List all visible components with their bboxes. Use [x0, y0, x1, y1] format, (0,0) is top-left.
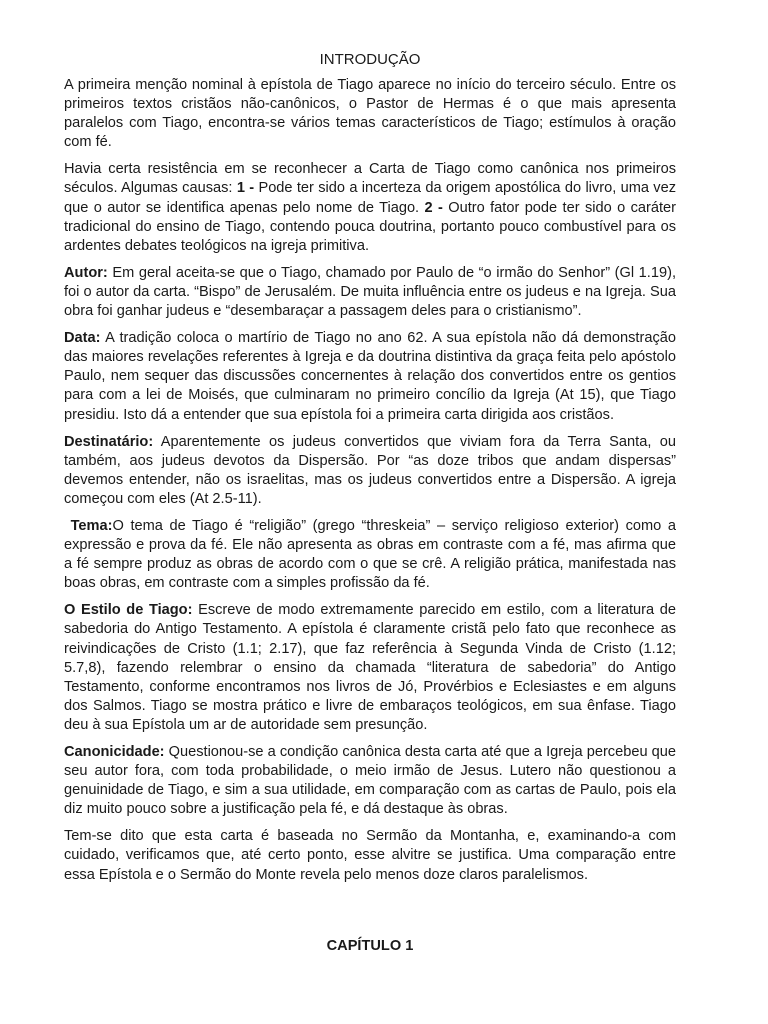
section-label: Destinatário:: [64, 433, 154, 450]
chapter-heading: CAPÍTULO 1: [326, 938, 414, 954]
section-data: [64, 329, 676, 424]
section-label: O Estilo de Tiago:: [64, 602, 193, 619]
section-label: Autor:: [64, 264, 108, 281]
section-canonicidade: [64, 743, 676, 819]
intro-text-a: Havia certa resistência em se reconhecer a Carta de Tiago como canônica nos primeiros séculos. Algumas causas:: [64, 161, 676, 197]
section-label: Canonicidade:: [64, 744, 165, 760]
section-text: Aparentemente os judeus convertidos que viviam fora da Terra Santa, ou também, aos judeus devotos da Dispersão. Por “as doze tribos que andam dispersas” devemos entender, não os israelitas, mas os judeus convertidos entre a Dispersão. A igreja começou com eles (At 2.5-11).: [64, 433, 676, 507]
section-autor: [64, 264, 676, 321]
section-text: Escreve de modo extremamente parecido em estilo, com a literatura de sabedoria do Antigo Testamento. A epístola é claramente cristã pelo fato que reconhece as reivindicações de Cristo (1.1; 2.17), que faz referência à Segunda Vinda de Cristo (1.12; 5.7,8), fazendo relembrar o ensino da chamada “literatura de sabedoria” do Antigo Testamento, conforme encontramos nos livros de Jó, Provérbios e Eclesiastes e em alguns dos Salmos. Tiago se mostra prático e livre de embaraços teológicos, em sua ênfase. Tiago deu à sua Epístola um ar de autoridade sem presunção.: [64, 602, 676, 733]
section-destinatario: [64, 433, 676, 509]
section-text: A tradição coloca o martírio de Tiago no ano 62. A sua epístola não dá demonstração das maiores revelações referentes à Igreja e da doutrina distintiva da graça feita pelo apóstolo Paulo, nem sequer das discussões concernentes à relação dos convertidos entre os gentios para com a lei de Moisés, que culminaram no primeiro concílio da Igreja (At 15), que Tiago presidiu. Isto dá a entender que sua epístola foi a primeira carta dirigida aos cristãos.: [64, 330, 676, 423]
section-tema: [64, 517, 676, 593]
document-page: [64, 50, 677, 954]
closing-paragraph: Tem-se dito que esta carta é baseada no Sermão da Montanha, e, examinando-a com cuidado, verificamos que, até certo ponto, esse alvitre se justifica. Uma comparação entre essa Epístola e o Sermão do Monte revela pelo menos doze claros paralelismos.: [64, 828, 676, 883]
intro-paragraph-2: [64, 160, 676, 255]
section-label: Data:: [64, 330, 101, 347]
section-text: O tema de Tiago é “religião” (grego “threskeia” – serviço religioso exterior) como a expressão e prova da fé. Ele não apresenta as obras em contraste com a fé, mas afirma que a fé sempre produz as obras de acordo com o que se crê. A religião prática, manifestada nas boas obras, em contraste com a simples profissão da fé.: [64, 517, 676, 592]
section-label: Tema:: [64, 517, 113, 534]
intro-text-c: Outro fator pode ter sido o caráter tradicional do ensino de Tiago, contendo pouca doutrina, portanto pouco combustível para os ardentes debates teológicos na igreja primitiva.: [64, 199, 677, 254]
section-text: Em geral aceita-se que o Tiago, chamado por Paulo de “o irmão do Senhor” (Gl 1.19), foi o autor da carta. “Bispo” de Jerusalém. De muita influência entre os judeus e na Igreja. Sua obra foi ganhar judeus e “desembaraçar a passagem deles para o cristianismo”.: [64, 264, 676, 320]
intro-text-b: Pode ter sido a incerteza da origem apostólica do livro, uma vez que o autor se identifica apenas pelo nome de Tiago.: [64, 180, 677, 216]
list-number-2: 2 -: [424, 199, 443, 216]
section-estilo: [64, 601, 676, 735]
intro-paragraph-1: A primeira menção nominal à epístola de Tiago aparece no início do terceiro século. Entre os primeiros textos cristãos não-canônicos, o Pastor de Hermas é o que mais apresenta paralelos com Tiago, encontra-se vários temas característicos de Tiago; estímulos à oração com fé.: [64, 77, 676, 151]
section-text: Questionou-se a condição canônica desta carta até que a Igreja percebeu que seu autor fora, com toda probabilidade, o meio irmão de Jesus. Lutero não questionou a genuinidade de Tiago, e sim a sua utilidade, em comparação com as cartas de Paulo, pois ela diz muito pouco sobre a justificação pela fé, e dá destaque às obras.: [64, 744, 676, 818]
page-title: INTRODUÇÃO: [319, 51, 421, 68]
list-number-1: 1 -: [236, 180, 255, 197]
